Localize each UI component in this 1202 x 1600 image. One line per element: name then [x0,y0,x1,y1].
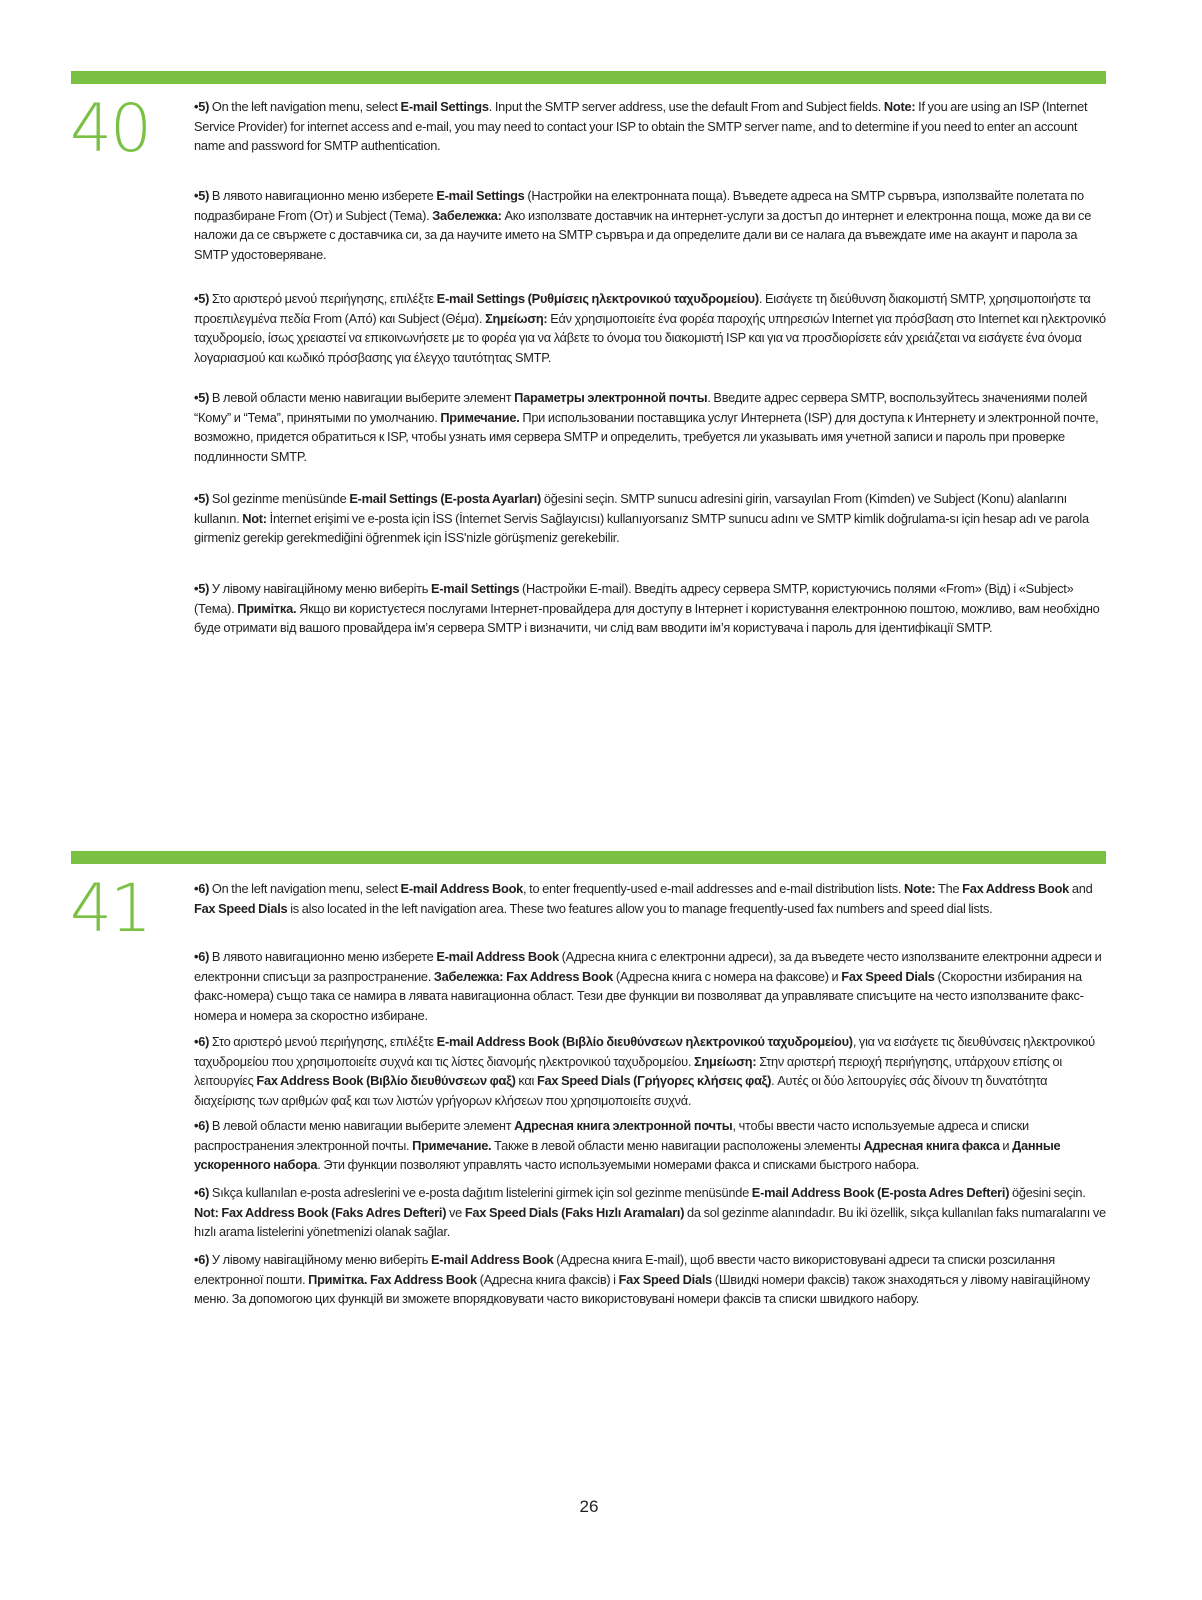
text-run: is also located in the left navigation area. These two features allow you to manage frequently-used fax numbers and speed dial lists. [287,900,993,916]
bold-text-run: Fax Address Book (Βιβλίο διευθύνσεων φαξ) [256,1073,516,1088]
text-run: Στο αριστερό μενού περιήγησης, επιλέξτε [211,1034,437,1049]
text-run: The [935,881,963,896]
text-run: В левой области меню навигации выберите элемент [211,1118,515,1133]
text-run: . Αυτές οι δύο λειτουργίες σάς δίνουν τη δυνατότητα διαχείρισης των αριθμών φαξ και των λιστών γρήγορων κλήσεων που χρησιμοποιείτε συχνά. [194,1073,1048,1108]
bold-text-run: Note: [904,881,936,896]
text-run: Sol gezinme menüsünde [211,491,350,506]
text-run: В лявото навигационно меню изберете [211,188,437,203]
bold-text-run: •5) [194,581,212,596]
bold-text-run: Примітка. Fax Address Book [308,1271,477,1287]
bold-text-run: Забележка: [432,207,502,223]
bold-text-run: •5) [194,99,212,114]
bold-text-run: E-mail Address Book [436,949,559,964]
text-run: При использовании поставщика услуг Интернета (ISP) для доступа к Интернету и электронной почте, возможно, придется обратиться к ISP, чтобы узнать имя сервера SMTP и определить, требуется ли указывать имя учетной записи и пароль при проверке подлинности SMTP. [194,409,1099,464]
instruction-english [194,879,1106,918]
instruction-english [194,97,1106,156]
text-run: В лявото навигационно меню изберете [211,949,437,964]
bold-text-run: Адресная книга электронной почты [514,1118,733,1133]
text-run: (Адресна книга факсів) і [476,1271,619,1287]
text-run: Εάν χρησιμοποιείτε ένα φορέα παροχής υπηρεσιών Internet για πρόσβαση στο Internet και ηλεκτρονικό ταχυδρομείο, ίσως χρειαστεί να επικοινωνήσετε με το φορέα για να λάβετε το όνομα του διακομιστή ISP και για να προσδιορίσετε εάν χρειάζεται να εισάγετε ένα όνομα λογαριασμού και κωδικό πρόσβασης για έλεγχο ταυτότητας SMTP. [194,310,1106,365]
instruction-russian [194,1116,1106,1175]
instruction-turkish [194,1183,1106,1242]
text-run: , чтобы ввести часто используемые адреса и списки распространения электронной почты. [194,1118,1029,1153]
bold-text-run: Not: [242,510,267,526]
text-run: Также в левой области меню навигации расположены элементы [491,1137,864,1153]
bold-text-run: E-mail Address Book [400,881,524,896]
bold-text-run: Σημείωση: [485,310,548,326]
bold-text-run: •6) [194,1185,212,1200]
bold-text-run: •6) [194,1118,212,1133]
text-run: και [515,1073,537,1088]
text-run: Sıkça kullanılan e-posta adreslerini ve e-posta dağıtım listelerini girmek için sol gezinme menüsünde [211,1185,752,1200]
bold-text-run: Параметры электронной почты [514,390,708,405]
text-run: Ако използвате доставчик на интернет-услуги за достъп до интернет и електронна поща, може да ви се наложи да се свържете с доставчика си, за да научите името на SMTP сървъра и да определите дали ви се налага да въвеждате име на акаунт и парола за SMTP удостоверяване. [194,207,1092,262]
text-run: İnternet erişimi ve e-posta için İSS (İnternet Servis Sağlayıcısı) kullanıyorsanız SMTP sunucu adını ve SMTP kimlik doğrulama-sı için hesap adı ve parola girmeniz gerekip gerekmediğini öğrenmek için İSS'nizle görüşmeniz gerekebilir. [194,510,1089,545]
instruction-greek [194,289,1106,367]
text-run: On the left navigation menu, select [211,881,401,896]
page-number: 26 [579,1497,599,1516]
text-run: öğesini seçin. SMTP sunucu adresini girin, varsayılan From (Kimden) ve Subject (Konu) alanlarını kullanın. [194,491,1067,526]
text-run: öğesini seçin. [1009,1185,1086,1200]
text-run: da sol gezinme alanındadır. Bu iki özellik, sıkça kullanılan faks numaralarını ve hızlı arama listelerini yönetmenizi olanak sağlar. [194,1204,1106,1239]
text-run: (Настройки на електронната поща). Въведете адреса на SMTP сървъра, използвайте полетата по подразбиране From (От) и Subject (Тема). [194,188,1084,223]
bold-text-run: •5) [194,491,212,506]
text-run: (Настройки E-mail). Введіть адресу сервера SMTP, користуючись полями «From» (Від) і «Subject» (Тема). [194,581,1074,616]
text-run: . Εισάγετε τη διεύθυνση διακομιστή SMTP, χρησιμοποιήστε τα προεπιλεγμένα πεδία From (Από) και Subject (Θέμα). [194,291,1091,326]
bold-text-run: E-mail Settings (Ρυθμίσεις ηλεκτρονικού ταχυδρομείου) [436,291,759,306]
instruction-greek [194,1032,1106,1110]
bold-text-run: E-mail Address Book (E-posta Adres Defteri) [751,1185,1010,1200]
text-run: , to enter frequently-used e-mail addresses and e-mail distribution lists. [523,881,904,896]
section-divider-bar [71,71,1106,84]
bold-text-run: •5) [194,188,212,203]
bold-text-run: Fax Speed Dials [618,1271,712,1287]
bold-text-run: Not: Fax Address Book (Faks Adres Defteri) [194,1204,447,1220]
text-run: В левой области меню навигации выберите элемент [211,390,515,405]
text-run: (Адресна книга E-mail), щоб ввести часто використовувані адреси та списки розсилання електронної пошти. [194,1252,1055,1287]
bold-text-run: E-mail Settings [400,99,489,114]
instruction-bulgarian [194,947,1106,1025]
bold-text-run: •6) [194,949,212,964]
bold-text-run: Fax Speed Dials [194,900,288,916]
bold-text-run: Примітка. [237,600,297,616]
text-run: (Адресна книга с номера на факсове) и [613,968,842,984]
text-run: and [1069,881,1093,896]
instruction-turkish [194,489,1106,548]
section-divider-bar [71,851,1106,864]
instruction-ukrainian [194,1250,1106,1309]
instruction-russian [194,388,1106,466]
text-run: и [999,1137,1013,1153]
bold-text-run: •6) [194,1034,212,1049]
bold-text-run: E-mail Address Book [431,1252,554,1267]
text-run: Στην αριστερή περιοχή περιήγησης, υπάρχουν επίσης οι λειτουργίες [194,1053,1062,1088]
text-run: If you are using an ISP (Internet Service Provider) for internet access and e-mail, you may need to contact your ISP to obtain the SMTP server name, and to determine if you need to enter an account name and password for SMTP authentication. [194,99,1088,153]
bold-text-run: Fax Address Book [962,881,1070,896]
text-run: . Input the SMTP server address, use the default From and Subject fields. [488,99,884,114]
step-number: 41 [70,870,150,947]
text-run: , για να εισάγετε τις διευθύνσεις ηλεκτρονικού ταχυδρομείου που χρησιμοποιείτε συχνά και τις λίστες διανομής ηλεκτρονικού ταχυδρομείου. [194,1034,1095,1069]
bold-text-run: E-mail Address Book (Βιβλίο διευθύνσεων ηλεκτρονικού ταχυδρομείου) [436,1034,853,1049]
instruction-bulgarian [194,186,1106,264]
bold-text-run: Данные ускоренного набора [194,1137,1061,1172]
bold-text-run: E-mail Settings (E-posta Ayarları) [349,491,542,506]
text-run: У лівому навігаційному меню виберіть [211,1252,431,1267]
bold-text-run: Note: [883,99,916,114]
bold-text-run: •6) [194,881,212,896]
bold-text-run: E-mail Settings [431,581,520,596]
bold-text-run: E-mail Settings [436,188,525,203]
bold-text-run: Σημείωση: [694,1053,757,1069]
text-run: ve [446,1204,465,1220]
bold-text-run: Fax Speed Dials (Faks Hızlı Aramaları) [464,1204,685,1220]
bold-text-run: Fax Speed Dials (Γρήγορες κλήσεις φαξ) [536,1073,772,1088]
text-run: . Введите адрес сервера SMTP, воспользуйтесь значениями полей “Кому” и “Тема”, принятыми по умолчанию. [194,390,1088,425]
instruction-ukrainian [194,579,1106,638]
bold-text-run: Забележка: Fax Address Book [433,968,614,984]
bold-text-run: •6) [194,1252,212,1267]
text-run: (Швидкі номери факсів) також знаходяться у лівому навігаційному меню. За допомогою цих функцій ви зможете впорядковувати часто використовувані номери факсів та списки швидкого набору. [194,1271,1090,1306]
text-run: (Скоростни избирания на факс-номера) също така се намира в лявата навигационна област. Тези две функции ви позволяват да управлявате списъците на често използваните факс-номера и номера за скоростно избиране. [194,968,1084,1023]
bold-text-run: Примечание. [440,409,520,425]
bold-text-run: Примечание. [412,1137,492,1153]
text-run: On the left navigation menu, select [211,99,401,114]
step-number: 40 [70,90,150,167]
text-run: Якщо ви користуєтеся послугами Інтернет-провайдера для доступу в Інтернет і користування електронною поштою, можливо, вам необхідно буде отримати від вашого провайдера ім’я сервера SMTP і визначити, чи слід вам вводити ім’я користувача і пароль для ідентифікації SMTP. [194,600,1100,635]
text-run: (Адресна книга с електронни адреси), за да въведете често използваните електронни адреси и електронни списъци за разпространение. [194,949,1102,984]
text-run: . Эти функции позволяют управлять часто используемыми номерами факса и списками быстрого набора. [317,1157,920,1172]
bold-text-run: •5) [194,291,212,306]
bold-text-run: •5) [194,390,212,405]
bold-text-run: Адресная книга факса [863,1137,1000,1153]
bold-text-run: Fax Speed Dials [841,968,935,984]
text-run: Στο αριστερό μενού περιήγησης, επιλέξτε [211,291,437,306]
text-run: У лівому навігаційному меню виберіть [211,581,431,596]
